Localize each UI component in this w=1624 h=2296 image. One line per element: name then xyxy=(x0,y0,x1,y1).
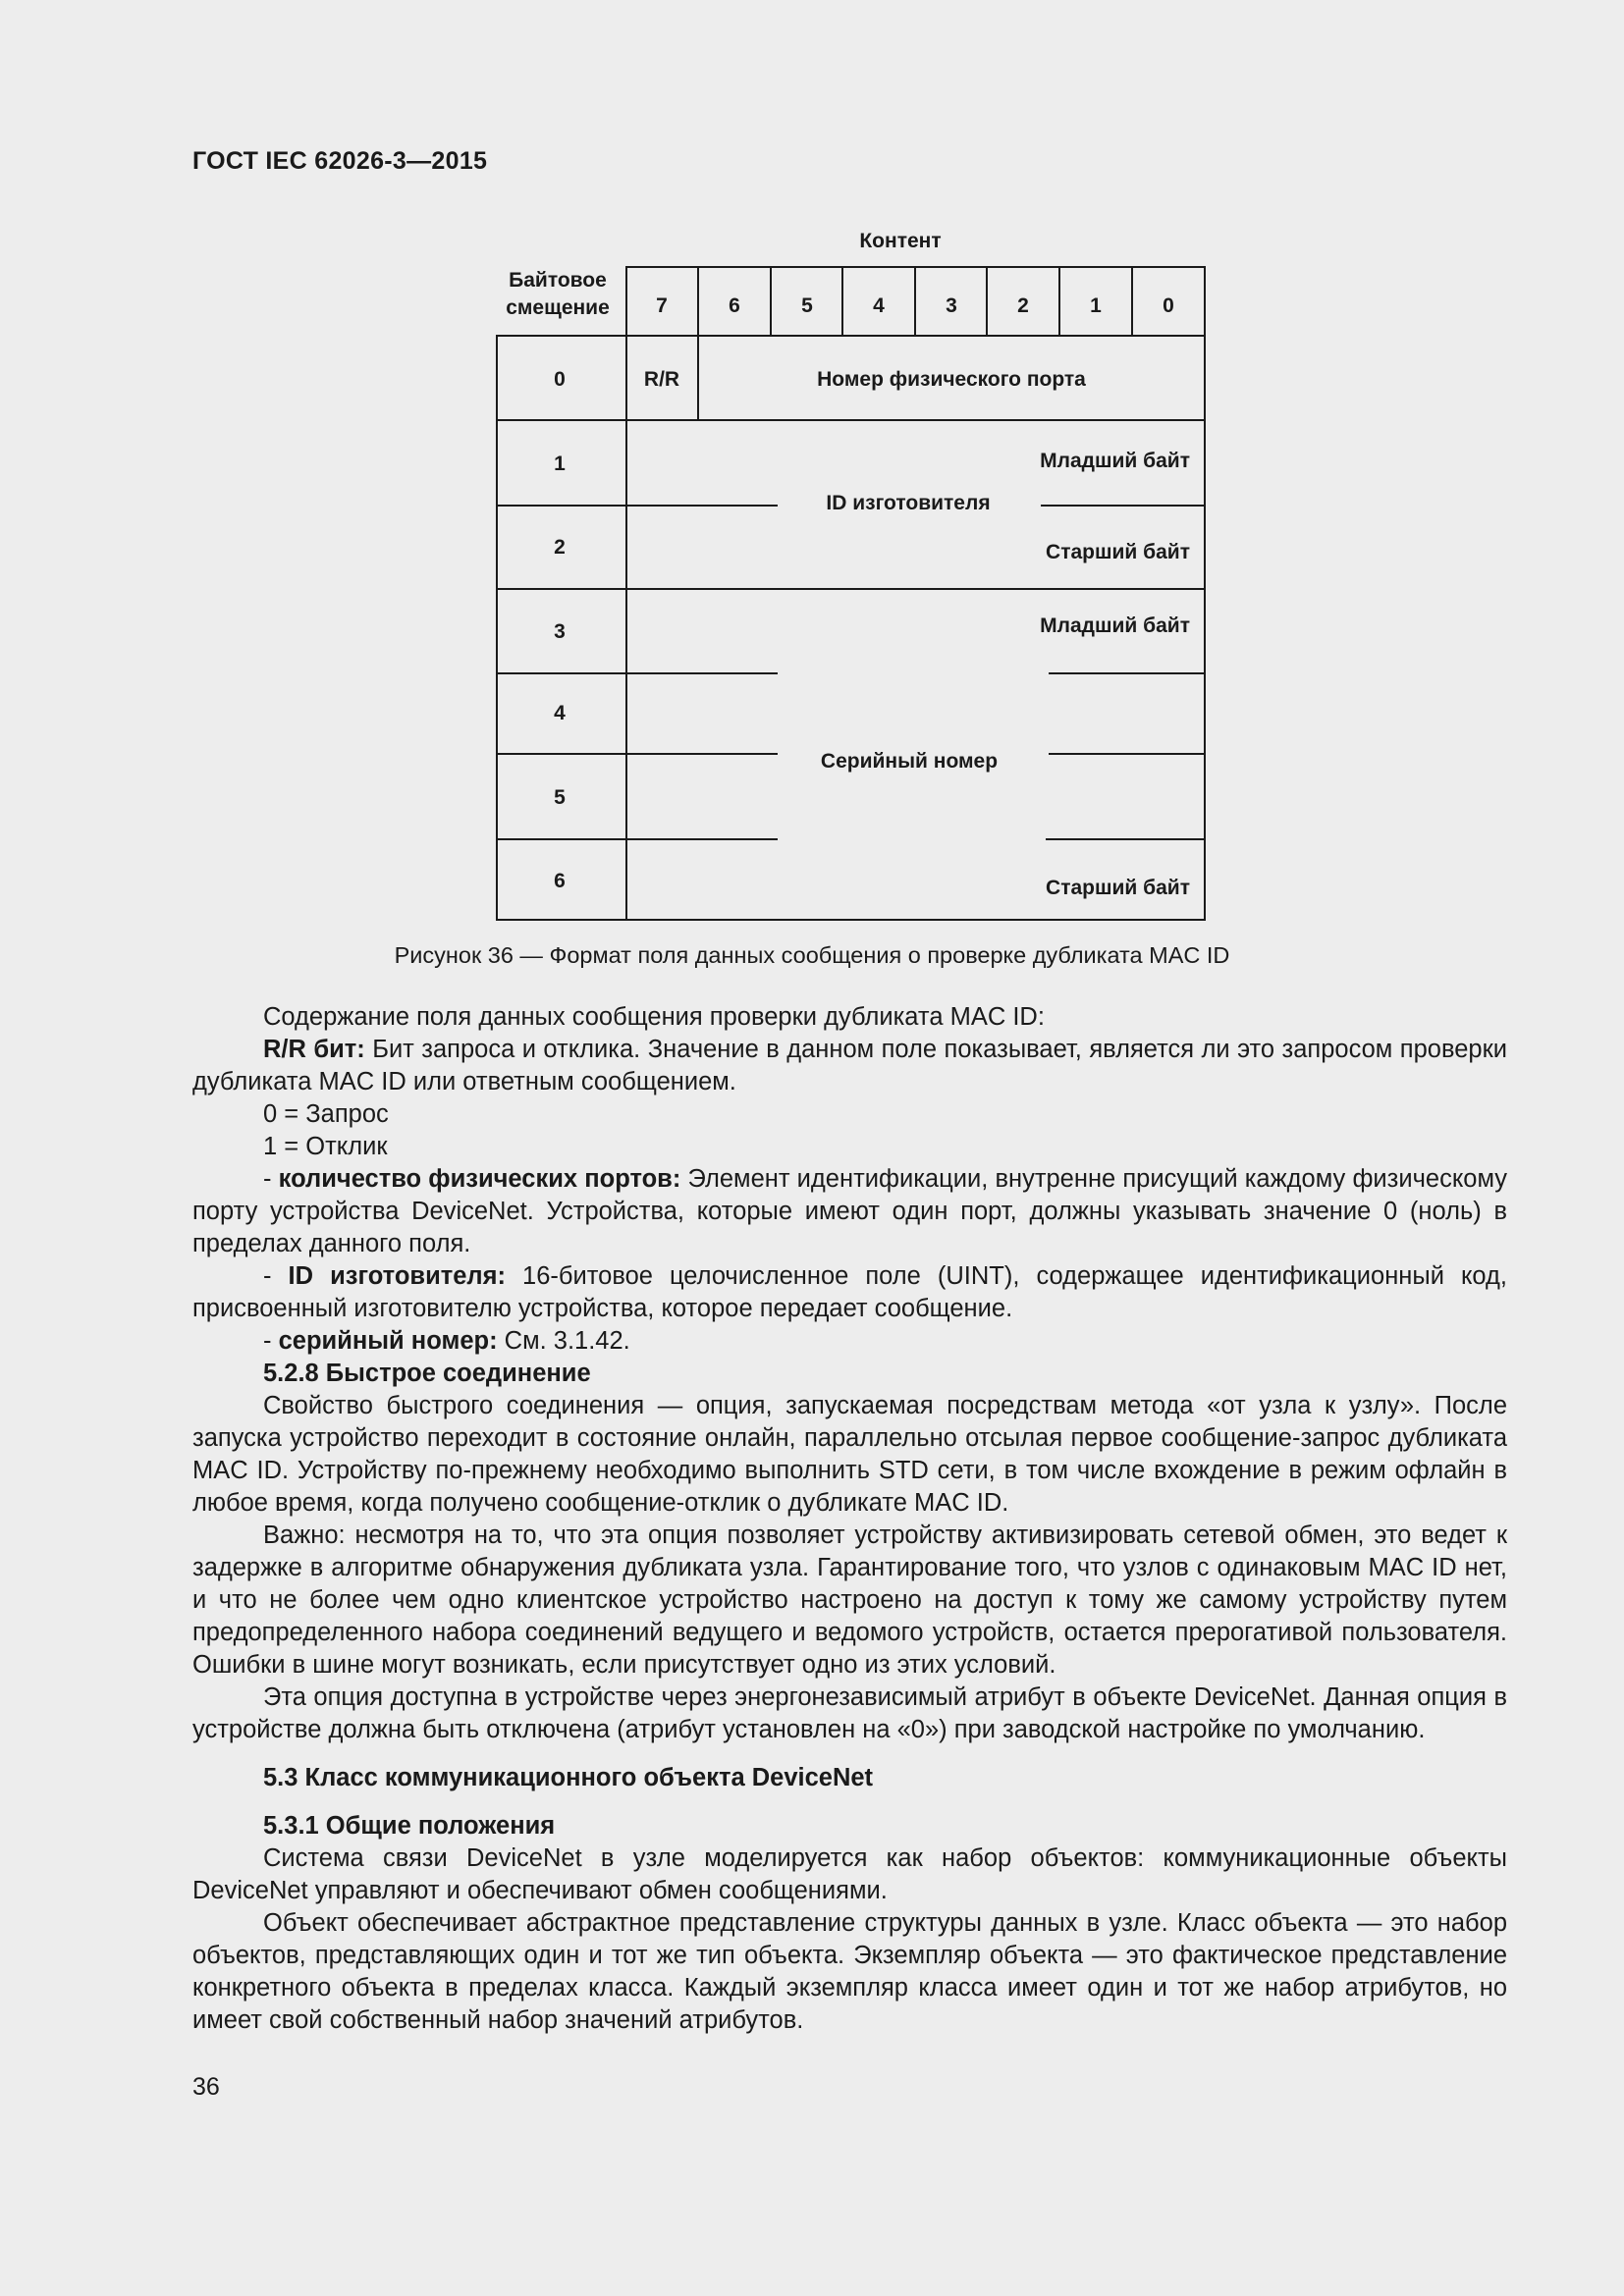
serial-high-byte-label: Старший байт xyxy=(1046,877,1190,899)
vendor-id-label: ID изготовителя xyxy=(826,492,991,514)
term: количество физических портов: xyxy=(278,1165,681,1193)
paragraph: Система связи DeviceNet в узле моделируется как набор объектов: коммуникационные объекты DeviceNet управляют и обеспечивают обмен сообщениями. xyxy=(192,1844,1507,1904)
section-heading: 5.3.1 Общие положения xyxy=(263,1812,556,1840)
paragraph: Свойство быстрого соединения — опция, запускаемая посредствам метода «от узла к узлу». После запуска устройство переходит в состояние онлайн, параллельно отсылая первое сообщение-запрос дубликата MAC ID. Устройству по-прежнему необходимо выполнить STD сети, в том числе вхождение в режим офлайн в любое время, когда получено сообщение-отклик о дубликате MAC ID. xyxy=(192,1392,1507,1517)
bit-label: 1 xyxy=(1090,294,1102,317)
term: серийный номер: xyxy=(278,1327,498,1355)
serial-number-label: Серийный номер xyxy=(820,750,999,773)
list-item: - серийный номер: См. 3.1.42. xyxy=(263,1327,630,1355)
port-number-label: Номер физического порта xyxy=(817,368,1086,391)
duplicate-mac-id-figure xyxy=(0,0,1624,942)
bit-label: 5 xyxy=(801,294,813,317)
paragraph: 0 = Запрос xyxy=(263,1100,389,1128)
term: ID изготовителя: xyxy=(288,1262,506,1290)
row-offset-label: 3 xyxy=(554,620,566,643)
paragraph: Эта опция доступна в устройстве через энергонезависимый атрибут в объекте DeviceNet. Данная опция в устройстве должна быть отключена (атрибут установлен на «0») при заводской настройке по умолчанию. xyxy=(192,1683,1507,1743)
row-offset-label: 0 xyxy=(554,368,566,391)
row-offset-label: 6 xyxy=(554,870,566,892)
body-text xyxy=(192,1001,1507,2037)
offset-label-line1: Байтовое xyxy=(509,269,607,292)
rr-bit-label: R/R xyxy=(643,368,680,391)
bit-label: 7 xyxy=(656,294,668,317)
vendor-low-byte-label: Младший байт xyxy=(1040,450,1190,472)
content-label: Контент xyxy=(859,230,942,252)
term: R/R бит: xyxy=(263,1036,365,1063)
bit-label: 6 xyxy=(729,294,740,317)
paragraph: Содержание поля данных сообщения проверки дубликата MAC ID: xyxy=(263,1003,1045,1031)
list-item: - ID изготовителя: 16-битовое целочисленное поле (UINT), содержащее идентификационный код, присвоенный изготовителю устройства, которое передает сообщение. xyxy=(192,1262,1508,1322)
page-number: 36 xyxy=(192,2073,220,2101)
row-offset-label: 5 xyxy=(554,786,566,809)
bit-label: 4 xyxy=(873,294,885,317)
offset-label-line2: смещение xyxy=(506,296,610,319)
paragraph: R/R бит: Бит запроса и отклика. Значение в данном поле показывает, является ли это запросом проверки дубликата MAC ID или ответным сообщением. xyxy=(192,1036,1507,1095)
paragraph: Объект обеспечивает абстрактное представление структуры данных в узле. Класс объекта — это набор объектов, представляющих один и тот же тип объекта. Экземпляр объекта — это фактическое представление конкретного объекта в пределах класса. Каждый экземпляр класса имеет один и тот же набор атрибутов, но имеет свой собственный набор значений атрибутов. xyxy=(192,1909,1507,2034)
row-offset-label: 2 xyxy=(554,536,566,559)
row-offset-label: 4 xyxy=(554,702,566,724)
list-item: - количество физических портов: Элемент идентификации, внутренне присущий каждому физическому порту устройства DeviceNet. Устройства, которые имеют один порт, должны указывать значение 0 (ноль) в пределах данного поля. xyxy=(192,1165,1508,1257)
serial-low-byte-label: Младший байт xyxy=(1040,614,1190,637)
section-heading: 5.2.8 Быстрое соединение xyxy=(263,1360,591,1387)
paragraph: 1 = Отклик xyxy=(263,1133,388,1160)
bit-label: 2 xyxy=(1017,294,1029,317)
paragraph: Важно: несмотря на то, что эта опция позволяет устройству активизировать сетевой обмен, это ведет к задержке в алгоритме обнаружения дубликата узла. Гарантирование того, что узлов с одинаковым MAC ID нет, и что не более чем одно клиентское устройство настроено на доступ к тому же самому устройству путем предопределенного набора соединений ведущего и ведомого устройств, остается прерогативой пользователя. Ошибки в шине могут возникать, если присутствует одно из этих условий. xyxy=(192,1522,1507,1679)
row-offset-label: 1 xyxy=(554,453,566,475)
bit-label: 3 xyxy=(946,294,957,317)
vendor-high-byte-label: Старший байт xyxy=(1046,541,1190,563)
bit-label: 0 xyxy=(1163,294,1174,317)
section-heading: 5.3 Класс коммуникационного объекта DeviceNet xyxy=(263,1764,874,1791)
document-header: ГОСТ IEC 62026-3—2015 xyxy=(192,147,488,175)
figure-caption: Рисунок 36 — Формат поля данных сообщения о проверке дубликата MAC ID xyxy=(394,942,1230,968)
